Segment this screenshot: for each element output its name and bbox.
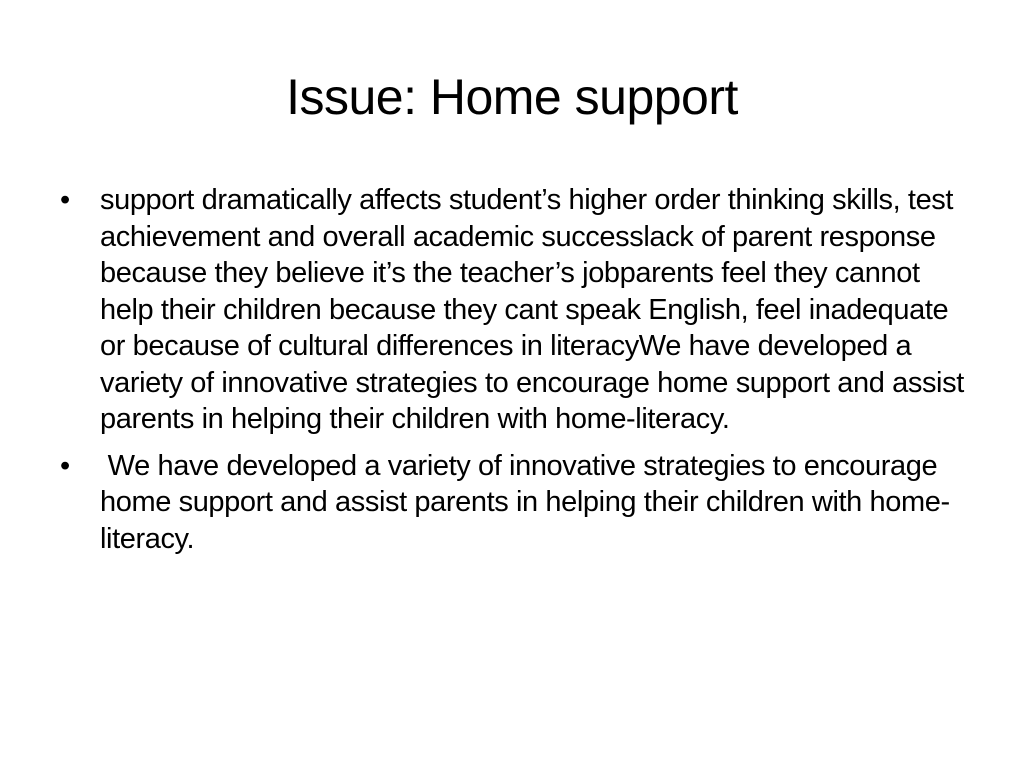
- bullet-marker: •: [60, 449, 70, 482]
- bullet-item: [52, 448, 972, 558]
- bullet-list: [52, 182, 972, 567]
- bullet-text: support dramatically affects student’s higher order thinking skills, test achievement and overall academic successlack of parent response because they believe it’s the teacher’s jobparents feel they cannot help their children because they cant speak English, feel inadequate or because of cultural differences in literacyWe have developed a variety of innovative strategies to encourage home support and assist parents in helping their children with home-literacy.: [100, 184, 964, 435]
- bullet-text: We have developed a variety of innovative strategies to encourage home support and assist parents in helping their children with home-literacy.: [100, 449, 950, 555]
- bullet-item: [52, 182, 972, 438]
- bullet-marker: •: [60, 184, 70, 216]
- slide-title: Issue: Home support: [286, 69, 738, 125]
